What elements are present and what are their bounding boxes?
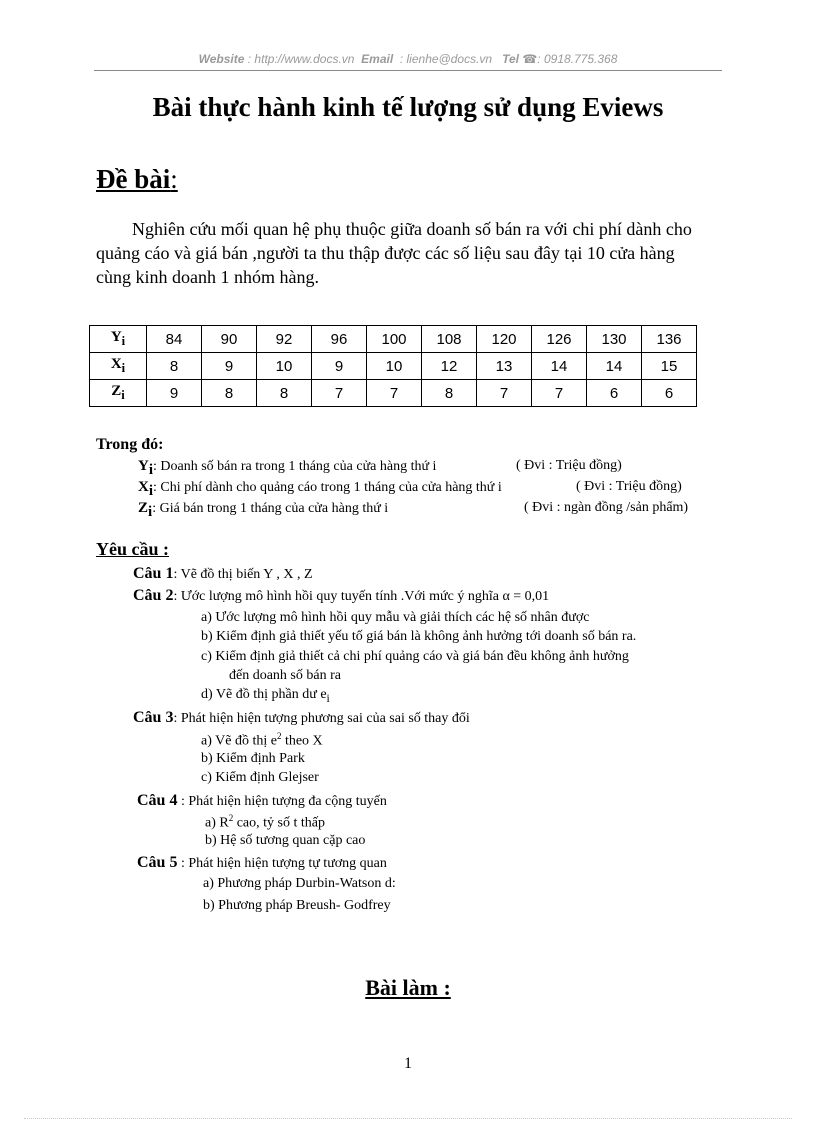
table-row-y <box>90 326 697 353</box>
table-cell: 7 <box>312 380 367 407</box>
cau-2: Câu 2: Ước lượng mô hình hồi quy tuyến tính .Với mức ý nghĩa α = 0,01 <box>133 587 550 604</box>
definition-y: $Y_i$: Doanh số bán ra trong 1 tháng của cửa hàng thứ i ( Đvi : Triệu đồng) <box>138 458 622 478</box>
website-url[interactable]: : http://www.docs.vn <box>247 52 355 66</box>
table-cell: 6 <box>587 380 642 407</box>
paragraph-line: Nghiên cứu mối quan hệ phụ thuộc giữa doanh số bán ra với chi phí dành cho <box>132 219 692 239</box>
yeu-cau-heading: Yêu cầu : <box>96 539 169 559</box>
table-cell: 6 <box>642 380 697 407</box>
problem-paragraph <box>96 217 724 289</box>
definition-x: $X_i$: Chi phí dành cho quảng cáo trong 1 tháng của cửa hàng thứ i ( Đvi : Triệu đồng) <box>138 479 682 499</box>
page-number: 1 <box>404 1055 412 1072</box>
cau-5-item: a) Phương pháp Durbin-Watson d: <box>203 876 396 891</box>
cau-5: Câu 5 : Phát hiện hiện tượng tự tương quan <box>137 854 387 871</box>
email-address[interactable]: : lienhe@docs.vn <box>399 52 493 66</box>
row-label: $Y_i$ <box>90 326 147 353</box>
table-cell: 15 <box>642 353 697 380</box>
table-cell: 120 <box>477 326 532 353</box>
table-cell: 14 <box>587 353 642 380</box>
table-cell: 108 <box>422 326 477 353</box>
bai-lam-heading: Bài làm : <box>365 975 451 1000</box>
cau-3-item: c) Kiểm định Glejser <box>201 770 319 785</box>
cau-2-item: đến doanh số bán ra <box>229 668 341 683</box>
table-cell: 8 <box>422 380 477 407</box>
cau-3-item: a) Vẽ đồ thị $e^2$ theo X <box>201 731 323 749</box>
table-cell: 8 <box>147 353 202 380</box>
table-row-x <box>90 353 697 380</box>
table-cell: 10 <box>367 353 422 380</box>
row-label: $Z_i$ <box>90 380 147 407</box>
table-cell: 90 <box>202 326 257 353</box>
table-cell: 100 <box>367 326 422 353</box>
cau-2-item: a) Ước lượng mô hình hồi quy mẫu và giải thích các hệ số nhân được <box>201 610 590 625</box>
table-cell: 9 <box>202 353 257 380</box>
table-cell: 84 <box>147 326 202 353</box>
cau-3: Câu 3: Phát hiện hiện tượng phương sai của sai số thay đổi <box>133 709 470 726</box>
de-bai-heading: Đề bài: <box>96 164 178 194</box>
table-cell: 9 <box>147 380 202 407</box>
data-table <box>89 325 697 407</box>
table-cell: 14 <box>532 353 587 380</box>
table-cell: 130 <box>587 326 642 353</box>
cau-1: Câu 1: Vẽ đồ thị biến Y , X , Z <box>133 565 313 582</box>
paragraph-line: cùng kinh doanh 1 nhóm hàng. <box>96 267 319 287</box>
website-label: Website <box>198 52 245 66</box>
unit-label: ( Đvi : ngàn đồng /sản phẩm) <box>524 500 689 515</box>
header-rule <box>94 70 722 71</box>
trong-do-heading: Trong đó: <box>96 436 164 453</box>
cau-4: Câu 4 : Phát hiện hiện tượng đa cộng tuyến <box>137 792 387 809</box>
table-cell: 8 <box>202 380 257 407</box>
cau-4-item: a) $R^2$ cao, tỷ số t thấp <box>205 813 325 831</box>
table-cell: 8 <box>257 380 312 407</box>
table-cell: 96 <box>312 326 367 353</box>
table-cell: 13 <box>477 353 532 380</box>
website-header <box>0 52 816 66</box>
row-label: $X_i$ <box>90 353 147 380</box>
cau-2-item: b) Kiểm định giả thiết yếu tố giá bán là không ảnh hưởng tới doanh số bán ra. <box>201 629 637 644</box>
page-title: Bài thực hành kinh tế lượng sử dụng Eviews <box>152 92 664 122</box>
table-cell: 7 <box>477 380 532 407</box>
phone-icon: ☎ <box>522 52 538 66</box>
cau-3-item: b) Kiểm định Park <box>201 751 305 766</box>
table-cell: 12 <box>422 353 477 380</box>
table-cell: 136 <box>642 326 697 353</box>
email-label: Email <box>361 52 394 66</box>
cau-2-item: d) Vẽ đồ thị phần dư $e_i$ <box>201 687 330 705</box>
table-row-z <box>90 380 697 407</box>
tel-label: Tel <box>502 52 519 66</box>
table-cell: 7 <box>367 380 422 407</box>
table-cell: 92 <box>257 326 312 353</box>
cau-5-item: b) Phương pháp Breush- Godfrey <box>203 898 391 913</box>
unit-label: ( Đvi : Triệu đồng) <box>516 458 622 473</box>
table-cell: 126 <box>532 326 587 353</box>
definition-z: $Z_i$: Giá bán trong 1 tháng của cửa hàng thứ i ( Đvi : ngàn đồng /sản phẩm) <box>138 500 689 520</box>
table-cell: 7 <box>532 380 587 407</box>
tel-number: : 0918.775.368 <box>537 52 618 66</box>
cau-4-item: b) Hệ số tương quan cặp cao <box>205 833 366 848</box>
table-cell: 9 <box>312 353 367 380</box>
table-cell: 10 <box>257 353 312 380</box>
unit-label: ( Đvi : Triệu đồng) <box>576 479 682 494</box>
cau-2-item: c) Kiểm định giả thiết cả chi phí quảng cáo và giá bán đều không ảnh hưởng <box>201 649 629 664</box>
footer-rule <box>24 1118 792 1119</box>
paragraph-line: quảng cáo và giá bán ,người ta thu thập được các số liệu sau đây tại 10 cửa hàng <box>96 243 675 263</box>
